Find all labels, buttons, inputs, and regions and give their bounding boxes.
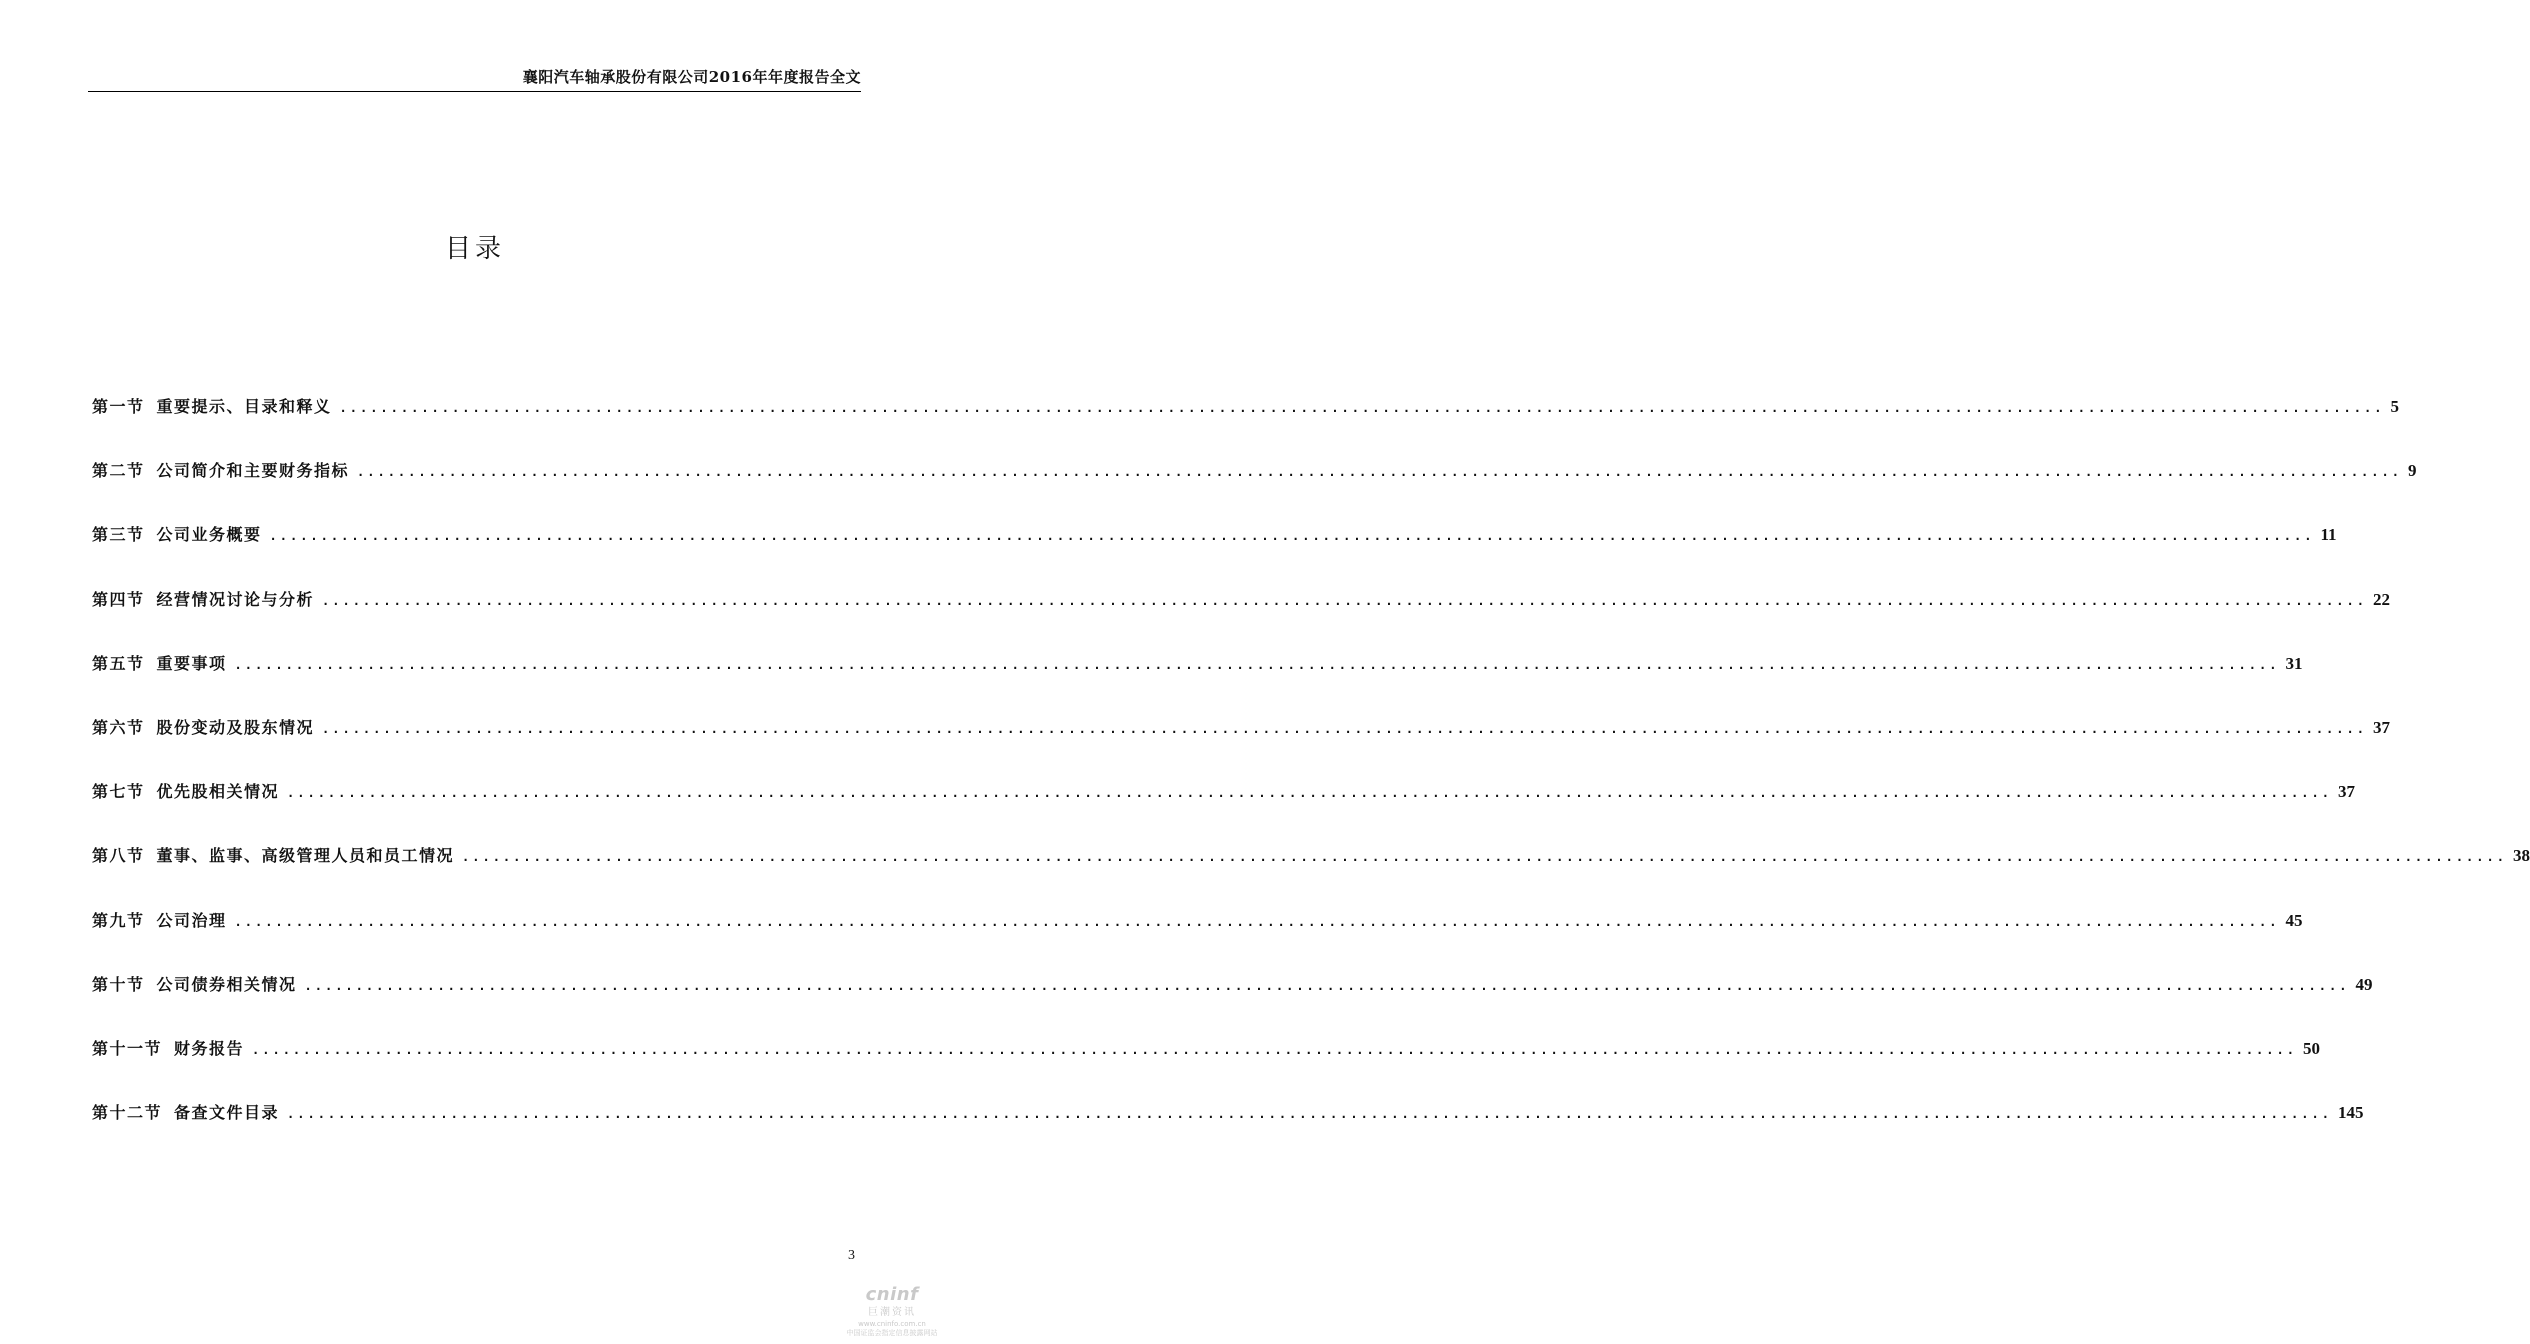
toc-leader-dots: ........................................................................................................................................................................................................ [269, 529, 2315, 544]
toc-entry[interactable] [92, 1036, 2320, 1100]
toc-entry[interactable] [92, 779, 2355, 843]
toc-leader-dots: ........................................................................................................................................................................................................ [462, 850, 2507, 865]
toc-section-number: 第八节 [92, 846, 145, 866]
toc-entry[interactable] [92, 908, 2303, 972]
toc-page-number: 37 [2337, 782, 2355, 802]
toc-leader-dots: ........................................................................................................................................................................................................ [234, 657, 2280, 672]
toc-entry[interactable] [92, 972, 2373, 1036]
toc-leader-dots: ........................................................................................................................................................................................................ [322, 721, 2367, 736]
toc-entry[interactable] [92, 522, 2337, 586]
toc-section-name: 董事、监事、高级管理人员和员工情况 [156, 846, 455, 866]
toc-entry[interactable] [92, 715, 2390, 779]
toc-entry[interactable] [92, 843, 2530, 907]
toc-page-number: 49 [2355, 974, 2373, 994]
toc-entry[interactable] [92, 1100, 2364, 1164]
toc-section-number: 第十一节 [92, 1038, 163, 1058]
toc-page-number: 11 [2320, 525, 2337, 545]
toc-page-number: 38 [2512, 846, 2530, 866]
toc-section-name: 财务报告 [174, 1038, 245, 1058]
toc-leader-dots: ........................................................................................................................................................................................................ [322, 593, 2367, 608]
cninfo-watermark [842, 1284, 942, 1338]
toc-entry[interactable] [92, 651, 2303, 715]
watermark-url: www.cninfo.com.cn [858, 1320, 926, 1328]
toc-section-number: 第一节 [92, 397, 145, 416]
toc-page-number: 37 [2372, 717, 2390, 737]
toc-section-number: 第十节 [92, 974, 145, 994]
toc-section-name: 公司业务概要 [156, 525, 262, 545]
toc-leader-dots: ........................................................................................................................................................................................................ [339, 401, 2385, 415]
toc-section-number: 第五节 [92, 653, 145, 673]
toc-page-number: 50 [2302, 1038, 2320, 1058]
toc-section-name: 公司简介和主要财务指标 [156, 461, 350, 481]
toc-section-name: 优先股相关情况 [156, 782, 280, 802]
cninfo-logo-icon: cninf [865, 1284, 919, 1305]
toc-section-number: 第二节 [92, 461, 145, 481]
watermark-name: 巨潮资讯 [868, 1307, 916, 1318]
toc-section-name: 公司债券相关情况 [156, 974, 297, 994]
toc-leader-dots: ........................................................................................................................................................................................................ [357, 465, 2402, 480]
toc-section-number: 第七节 [92, 782, 145, 802]
toc-section-number: 第十二节 [92, 1103, 163, 1123]
toc-section-name: 备查文件目录 [174, 1103, 280, 1123]
toc-page-number: 9 [2407, 461, 2417, 481]
toc-leader-dots: ........................................................................................................................................................................................................ [287, 786, 2332, 801]
toc-leader-dots: ........................................................................................................................................................................................................ [304, 978, 2350, 993]
toc-leader-dots: ........................................................................................................................................................................................................ [234, 914, 2280, 929]
toc-section-number: 第六节 [92, 717, 145, 737]
page-number: 3 [848, 1248, 855, 1263]
toc-leader-dots: ........................................................................................................................................................................................................ [252, 1042, 2297, 1057]
toc-page-number: 145 [2337, 1103, 2364, 1123]
toc-section-name: 重要提示、目录和释义 [156, 397, 332, 416]
toc-entry[interactable] [92, 458, 2417, 522]
toc-page-number: 45 [2285, 910, 2303, 930]
table-of-contents [92, 394, 2530, 1164]
toc-section-name: 股份变动及股东情况 [156, 717, 315, 737]
toc-section-number: 第三节 [92, 525, 145, 545]
toc-page-number: 5 [2390, 397, 2399, 416]
toc-section-name: 公司治理 [156, 910, 227, 930]
toc-leader-dots: ........................................................................................................................................................................................................ [287, 1107, 2332, 1122]
header-divider [88, 91, 861, 92]
page-title: 目录 [444, 234, 505, 264]
toc-entry[interactable] [92, 587, 2390, 651]
watermark-desc: 中国证监会指定信息披露网站 [846, 1329, 938, 1337]
toc-section-number: 第九节 [92, 910, 145, 930]
toc-section-name: 经营情况讨论与分析 [156, 589, 315, 609]
toc-page-number: 22 [2372, 589, 2390, 609]
toc-section-number: 第四节 [92, 589, 145, 609]
toc-entry[interactable] [92, 394, 2399, 458]
toc-section-name: 重要事项 [156, 653, 227, 673]
toc-page-number: 31 [2285, 653, 2303, 673]
report-header: 襄阳汽车轴承股份有限公司2016年年度报告全文 [522, 68, 861, 86]
